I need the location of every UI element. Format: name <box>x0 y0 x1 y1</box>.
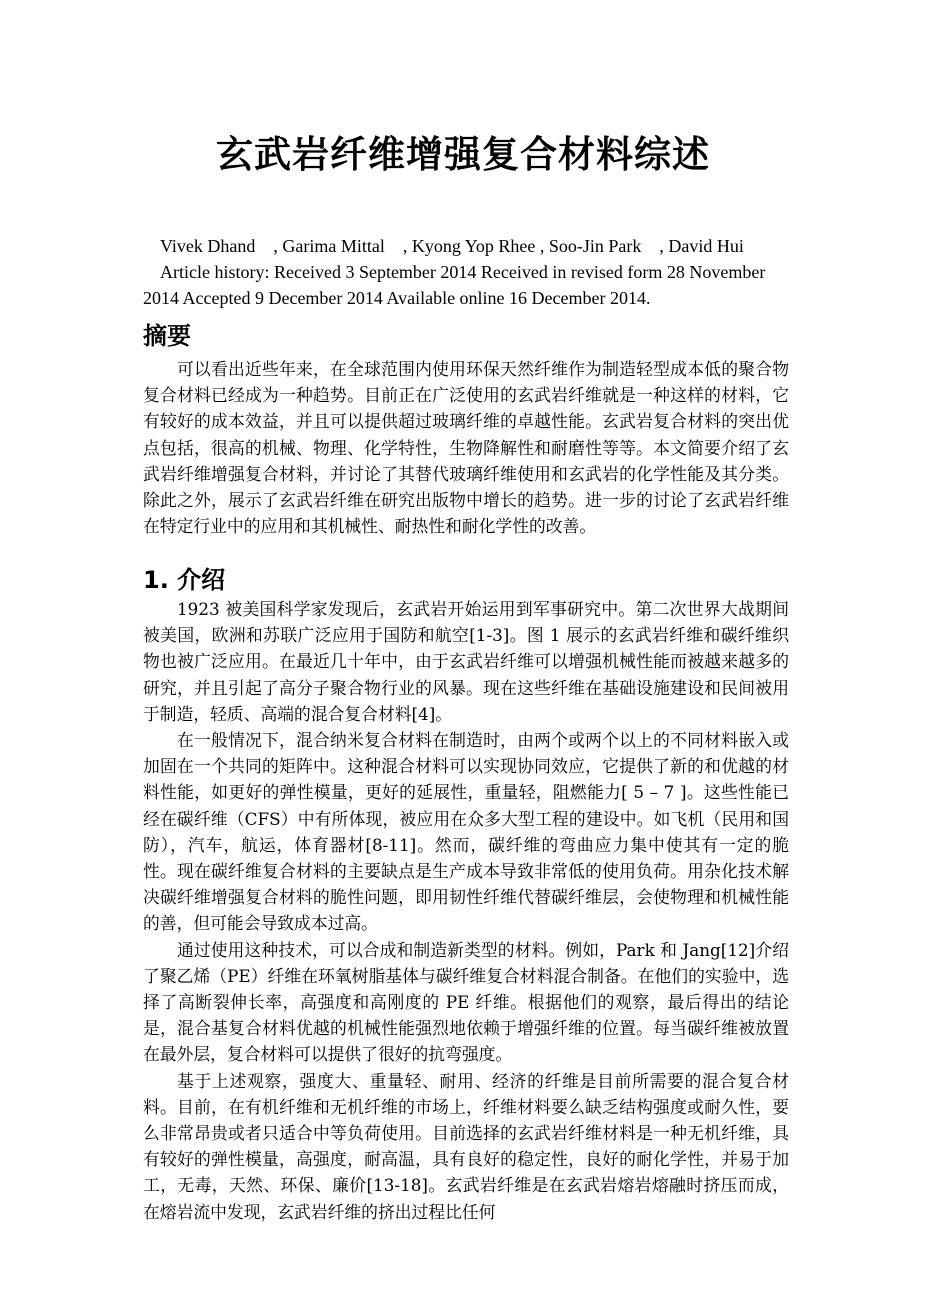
intro-paragraph-4: 基于上述观察，强度大、重量轻、耐用、经济的纤维是目前所需要的混合复合材料。目前，在有机纤维和无机纤维的市场上，纤维材料要么缺乏结构强度或耐久性，要么非常昂贵或者只适合中等负荷使用。目前选择的玄武岩纤维材料是一种无机纤维，具有较好的弹性模量，高强度，耐高温，具有良好的稳定性，良好的耐化学性，并易于加工，无毒，天然、环保、廉价[13-18]。玄武岩纤维是在玄武岩熔岩熔融时挤压而成，在熔岩流中发现，玄武岩纤维的挤出过程比任何 <box>143 1070 789 1222</box>
abstract-paragraph: 可以看出近些年来，在全球范围内使用环保天然纤维作为制造轻型成本低的聚合物复合材料已经成为一种趋势。目前正在广泛使用的玄武岩纤维就是一种这样的材料，它有较好的成本效益，并且可以提供超过玻璃纤维的卓越性能。玄武岩复合材料的突出优点包括，很高的机械、物理、化学特性，生物降解性和耐磨性等等。本文简要介绍了玄武岩纤维增强复合材料，并讨论了其替代玻璃纤维使用和玄武岩的化学性能及其分类。除此之外，展示了玄武岩纤维在研究出版物中增长的趋势。进一步的讨论了玄武岩纤维在特定行业中的应用和其机械性、耐热性和耐化学性的改善。 <box>143 359 789 537</box>
abstract-section <box>143 356 789 539</box>
intro-paragraph-3: 通过使用这种技术，可以合成和制造新类型的材料。例如，Park 和 Jang[12]介绍了聚乙烯（PE）纤维在环氧树脂基体与碳纤维复合材料混合制备。在他们的实验中，选择了高断裂伸长率，高强度和高刚度的 PE 纤维。根据他们的观察，最后得出的结论是，混合基复合材料优越的机械性能强烈地依赖于增强纤维的位置。每当碳纤维被放置在最外层，复合材料可以提供了很好的抗弯强度。 <box>143 939 789 1065</box>
introduction-section <box>143 596 789 1225</box>
paper-title: 玄武岩纤维增强复合材料综述 <box>216 133 710 176</box>
author-list: Vivek Dhand , Garima Mittal , Kyong Yop Rhee , Soo-Jin Park , David Hui <box>160 236 744 256</box>
article-history: Article history: Received 3 September 2014 Received in revised form 28 November 2014 Accepted 9 December 2014 Available online 16 December 2014. <box>143 262 766 308</box>
introduction-heading: 1. 介绍 <box>143 566 226 594</box>
abstract-heading: 摘要 <box>143 322 191 350</box>
intro-paragraph-1: 1923 被美国科学家发现后，玄武岩开始运用到军事研究中。第二次世界大战期间被美国，欧洲和苏联广泛应用于国防和航空[1-3]。图 1 展示的玄武岩纤维和碳纤维织物也被广泛应用。在最近几十年中，由于玄武岩纤维可以增强机械性能而被越来越多的研究，并且引起了高分子聚合物行业的风暴。现在这些纤维在基础设施建设和民间被用于制造，轻质、高端的混合复合材料[4]。 <box>143 599 789 724</box>
intro-paragraph-2: 在一般情况下，混合纳米复合材料在制造时，由两个或两个以上的不同材料嵌入或加固在一个共同的矩阵中。这种混合材料可以实现协同效应，它提供了新的和优越的材料性能，如更好的弹性模量，更好的延展性，重量轻，阻燃能力[ 5 – 7 ]。这些性能已经在碳纤维（CFS）中有所体现，被应用在众多大型工程的建设中。如飞机（民用和国防），汽车，航运，体育器材[8-11]。然而，碳纤维的弯曲应力集中使其有一定的脆性。现在碳纤维复合材料的主要缺点是生产成本导致非常低的使用负荷。用杂化技术解决碳纤维增强复合材料的脆性问题，即用韧性纤维代替碳纤维层，会使物理和机械性能的善，但可能会导致成本过高。 <box>143 730 789 934</box>
